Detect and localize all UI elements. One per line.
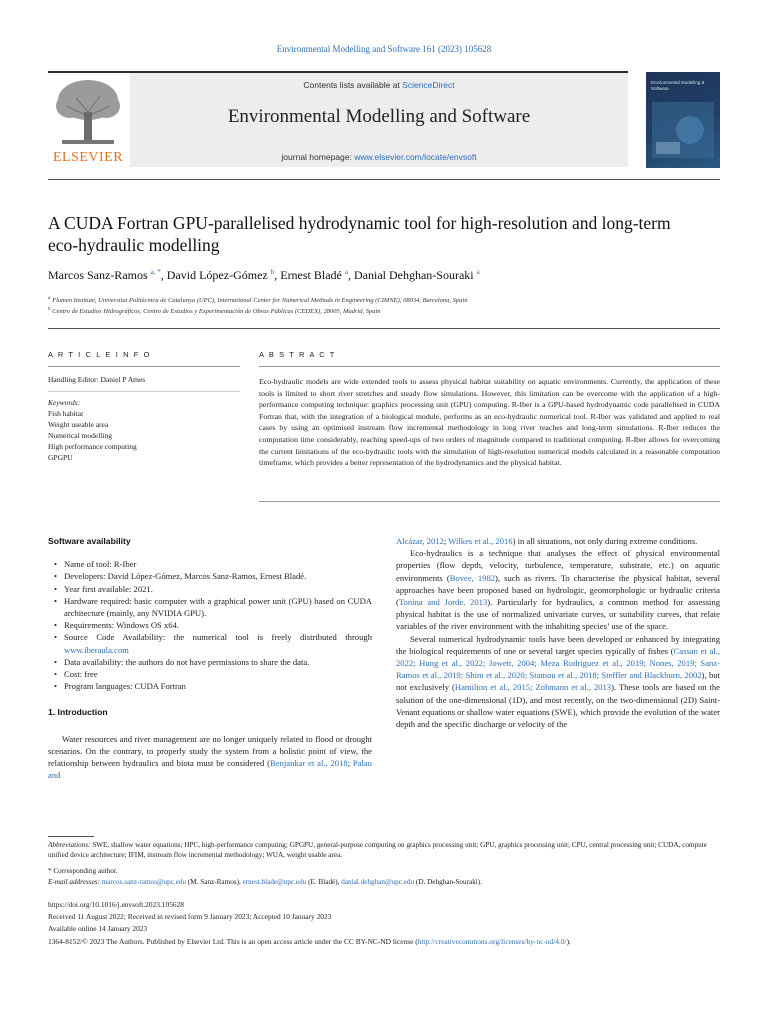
author-affiliation-mark[interactable]: a xyxy=(476,268,480,276)
affiliation-mark: a xyxy=(48,296,51,301)
email-link[interactable]: marcos.sanz-ramos@upc.edu xyxy=(101,878,187,886)
list-item: • Program languages: CUDA Fortran xyxy=(48,680,372,692)
handling-editor: Handling Editor: Daniel P Ames xyxy=(48,375,146,384)
list-item: • Name of tool: R-Iber xyxy=(48,558,372,570)
section-rule xyxy=(48,328,720,329)
homepage-prefix: journal homepage: xyxy=(281,152,355,162)
introduction-heading: 1. Introduction xyxy=(48,707,108,718)
intro-paragraph-1-continued: Alcázar, 2012; Wilkes et al., 2016) in all situations, not only during extreme conditions. xyxy=(396,536,698,546)
keyword: GPGPU xyxy=(48,453,73,462)
homepage-line xyxy=(130,152,628,162)
email-label: E-mail addresses: xyxy=(48,878,100,886)
affiliation-text: Flumen Institute, Universitat Politècnica de Catalunya (UPC), International Center for Numerical Methods in Engineering (CIMNE), 08034, Barcelona, Spain xyxy=(52,297,468,305)
citation-link[interactable]: Palau and xyxy=(48,758,372,781)
email-addresses: E-mail addresses: marcos.sanz-ramos@upc.edu (M. Sanz-Ramos), ernest.blade@upc.edu (E. Bladé), danial.dehghan@upc.edu (D. Dehghan-Souraki). xyxy=(48,878,482,886)
software-list xyxy=(48,558,372,692)
iberaula-link[interactable]: www.iberaula.com xyxy=(64,644,129,655)
author-name[interactable]: Danial Dehghan-Souraki xyxy=(354,268,474,282)
keyword: Fish habitat xyxy=(48,409,84,418)
citation-link[interactable]: Bovee, 1982 xyxy=(449,572,496,583)
journal-title: Environmental Modelling and Software xyxy=(227,106,531,127)
paper-title: A CUDA Fortran GPU-parallelised hydrodynamic tool for high-resolution and long-term eco-hydraulic modelling xyxy=(48,213,671,255)
keywords-label: Keywords: xyxy=(48,398,81,407)
keyword: Numerical modelling xyxy=(48,431,112,440)
abstract-bottom-rule xyxy=(259,501,720,502)
keywords-rule xyxy=(48,391,240,392)
received-dates: Received 11 August 2022; Received in revised form 9 January 2023; Accepted 10 January 2023 xyxy=(48,912,332,921)
intro-paragraph-3: Several numerical hydrodynamic tools have been developed or enhanced by integrating the biological requirements of one or several target species typically of fishes (Cassan et al., 2022; Hung et al., 2022; Jowett, 2004; Meza Rodriguez et al., 2019; Nones, 2019; Sanz-Ramos et al., 2019; Shim et al., 2020; Stamou et al., 2018; Steffler and Blackburn, 2002), but not exclusively (Hamilton et al., 2015; Zohmann et al., 2013). These tools are based on the solution of the one-dimensional (1D), and most recently, on the two-dimensional (2D) Saint-Venant equations or shallow water equations (SWE), which provide the evolution of the water depth and the specific discharge or velocity of the xyxy=(396,633,720,730)
citation-link[interactable]: Hamilton et al., 2015; Zohmann et al., 2013 xyxy=(454,682,612,693)
author-affiliation-mark[interactable]: a xyxy=(344,268,348,276)
list-item: • Requirements: Windows OS x64. xyxy=(48,619,372,631)
email-link[interactable]: ernest.blade@upc.edu xyxy=(242,878,307,886)
citation-link[interactable]: Alcázar, 2012 xyxy=(396,536,444,546)
author-name[interactable]: Ernest Bladé xyxy=(280,268,342,282)
affiliation-text: Centro de Estudios Hidrográficos, Centro de Estudios y Experimentación de Obras Públicas (CEDEX), 28005, Madrid, Spain xyxy=(52,308,381,316)
list-item: • Developers: David López-Gómez, Marcos Sanz-Ramos, Ernest Bladé. xyxy=(48,570,372,582)
author-name[interactable]: David López-Gómez xyxy=(166,268,268,282)
abbreviations-text: SWE, shallow water equations; HPC, high-performance computing; GPGPU, general-purpose computing on graphics processing unit; GPU, graphics processing unit; CPU, central processing unit; CUDA, compute unified device architecture; IFIM, instream flow incremental methodology; WUA, weight usable area. xyxy=(48,841,707,860)
author-affiliation-mark[interactable]: b xyxy=(270,268,275,276)
license-link[interactable]: http://creativecommons.org/licenses/by-nc-nd/4.0/ xyxy=(417,937,567,946)
citation-link[interactable]: Cassan et al., 2022; Hung et al., 2022; Jowett, 2004; Meza Rodriguez et al., 2019; Nones, 2019; Sanz-Ramos et al., 2019; Shim et al., 2020; Stamou et al., 2018; Steffler and Blackburn, 2002 xyxy=(396,645,720,681)
intro-paragraph-1: Water resources and river management are no longer uniquely related to flood or drought scenarios. On the contrary, to properly study the system from a holistic point of view, the relationship between hydraulics and biota must be considered (Benjankar et al., 2018; Palau and xyxy=(48,733,372,781)
author-affiliation-mark[interactable]: a, * xyxy=(150,268,161,276)
keyword: Weight useable area xyxy=(48,420,109,429)
abstract-rule xyxy=(259,366,720,367)
article-info-heading: A R T I C L E I N F O xyxy=(48,350,152,359)
elsevier-wordmark: ELSEVIER xyxy=(52,150,124,165)
abstract-text: Eco-hydraulic models are wide extended tools to assess physical habitat suitability on aquatic environments. Currently, the application of these tools is limited to short river stretches and steady flow simulations. However, this limitation can be overcome with the application of a high-performance computing technique: graphics processing unit (GPU) computing. R-Iber is a GPU-based hydrodynamic code parallelised in CUDA Fortran that, with the integration of a biological module, performs as an eco-hydraulic numerical tool. R-Iber was validated and applied to real cases by using an optimised instream flow incremental methodology in long river reaches and long-term simulations. R-Iber reduces the computation time considerably, reaching speed-ups of two orders of magnitude compared to traditional computing. R-Iber allows for overcoming the current limitations of the eco-hydraulic tools with the simulation of high-resolution numerical models calculated in a reasonable computation timeframe, which provides a better representation of the hydrodynamics and the physical habitat. xyxy=(259,377,720,468)
citation-link[interactable]: Benjankar et al., 2018 xyxy=(270,758,348,769)
abstract-heading: A B S T R A C T xyxy=(259,350,336,359)
header-bottom-rule xyxy=(48,179,720,180)
license-statement: 1364-8152/© 2023 The Authors. Published by Elsevier Ltd. This is an open access article under the CC BY-NC-ND license (http://creativecommons.org/licenses/by-nc-nd/4.0/). xyxy=(48,937,571,946)
affiliation-a xyxy=(48,296,467,304)
journal-reference[interactable]: Environmental Modelling and Software 161 (2023) 105628 xyxy=(276,44,492,54)
affiliation-mark: b xyxy=(48,307,51,312)
corresponding-author-note: * Corresponding author. xyxy=(48,867,118,875)
software-availability-heading: Software availability xyxy=(48,536,131,546)
footnote-rule xyxy=(48,836,94,837)
list-item: • Hardware required: basic computer with a graphical power unit (GPU) based on CUDA architecture (mainly, any NVIDIA GPU). xyxy=(48,595,372,619)
left-column xyxy=(48,535,372,781)
affiliation-b xyxy=(48,307,381,315)
homepage-link[interactable]: www.elsevier.com/locate/envsoft xyxy=(354,152,477,162)
right-column xyxy=(396,535,720,730)
abbreviations-footnote xyxy=(48,840,720,861)
email-link[interactable]: danial.dehghan@upc.edu xyxy=(341,878,415,886)
contents-line xyxy=(130,80,628,90)
list-item: • Source Code Availability: the numerical tool is freely distributed through www.iberaula.com xyxy=(48,631,372,655)
abbreviations-label: Abbreviations: xyxy=(48,841,91,849)
keyword: High performance computing xyxy=(48,442,137,451)
intro-paragraph-2: Eco-hydraulics is a technique that analyses the effect of physical environmental properties (flow depth, velocity, turbulence, temperature, substrate, etc.) on aquatic environments (Bovee, 1982), such as rivers. To characterise the physical habitat, several approaches have been proposed based on hydrologic, geomorphologic or hydraulic criteria (Tonina and Jorde, 2013). Particularly for hydraulics, a common method for assessing physical habitat is the use of normalized univariate curves, or suitability curves, that relate variables of the river environment with the inhabiting species’ use of the space. xyxy=(396,548,720,632)
author-list: Marcos Sanz-Ramos $^{a, *}$, David López-Gómez $^b$, Ernest Bladé $^a$, Danial Dehghan-Souraki $^a$ xyxy=(48,268,480,282)
keywords-block xyxy=(48,397,240,463)
contents-prefix: Contents lists available at xyxy=(303,80,403,90)
online-date: Available online 14 January 2023 xyxy=(48,924,148,933)
list-item: • Year first available: 2021. xyxy=(48,583,372,595)
article-info-rule xyxy=(48,366,240,367)
author-name[interactable]: Marcos Sanz-Ramos xyxy=(48,268,148,282)
doi-link[interactable]: https://doi.org/10.1016/j.envsoft.2023.105628 xyxy=(48,900,184,909)
cover-title: Environmental Modelling & Software xyxy=(651,80,705,91)
list-item: • Cost: free xyxy=(48,668,372,680)
list-item: • Data availability: the authors do not have permissions to share the data. xyxy=(48,656,372,668)
citation-link[interactable]: Wilkes et al., 2016 xyxy=(448,536,513,546)
sciencedirect-link[interactable]: ScienceDirect xyxy=(402,80,455,90)
citation-link[interactable]: Tonina and Jorde, 2013 xyxy=(398,597,488,608)
